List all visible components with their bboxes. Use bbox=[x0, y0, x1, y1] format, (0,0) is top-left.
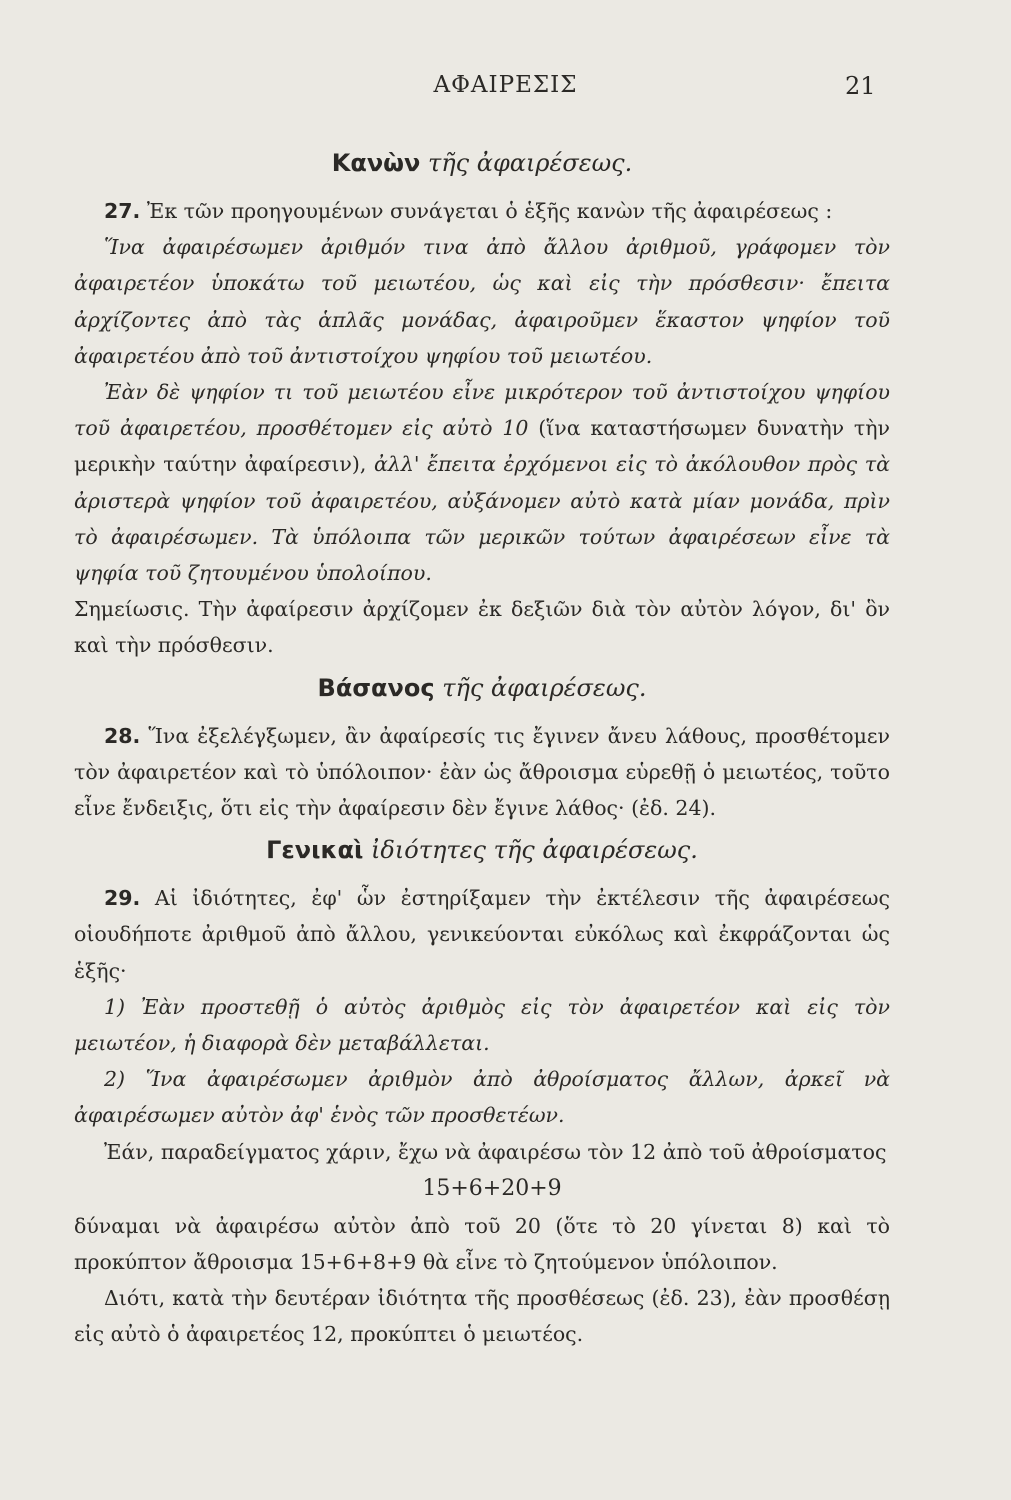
example-continuation: δύναμαι νὰ ἀφαιρέσω αὐτὸν ἀπὸ τοῦ 20 (ὅτε τὸ 20 γίνεται 8) καὶ τὸ προκύπτον ἄθροισμα 15+6+8+9 θὰ εἶνε τὸ ζητούμενον ὑπόλοιπον. bbox=[74, 1213, 890, 1275]
heading-lead: Βάσανος bbox=[317, 673, 435, 702]
example-intro: Ἐάν, παραδείγματος χάριν, ἔχω νὰ ἀφαιρέσω τὸν 12 ἀπὸ τοῦ ἀθροίσματος bbox=[104, 1139, 887, 1164]
heading-rest: τῆς ἀφαιρέσεως. bbox=[420, 149, 633, 177]
paragraph-27 bbox=[74, 193, 890, 229]
paragraph-text: Ἐκ τῶν προηγουμένων συνάγεται ὁ ἑξῆς κανὼν τῆς ἀφαιρέσεως : bbox=[140, 199, 833, 223]
paragraph-number: 28. bbox=[104, 723, 141, 748]
section-heading-rule bbox=[74, 145, 890, 181]
rule-part-c: ἀλλ' ἔπειτα ἐρχόμενοι εἰς τὸ ἀκόλουθον πρὸς τὰ ἀριστερὰ ψηφίον τοῦ ἀφαιρετέου, αὐξάνομεν αὐτὸ κατὰ μίαν μονάδα, πρὶν τὸ ἀφαιρέσωμεν. Τὰ ὑπόλοιπα τῶν μερικῶν τούτων ἀφαιρέσεων εἶνε τὰ ψηφία τοῦ ζητουμένου ὑπολοίπου. bbox=[74, 452, 890, 586]
page-body bbox=[74, 145, 890, 1353]
note: Σημείωσις. Τὴν ἀφαίρεσιν ἀρχίζομεν ἐκ δεξιῶν διὰ τὸν αὐτὸν λόγον, δι' ὃν καὶ τὴν πρόσθεσιν. bbox=[74, 597, 890, 658]
paragraph-29 bbox=[74, 880, 890, 989]
rule-part-b: (ἵνα καταστήσωμεν δυνατὴν τὴν μερικὴν ταύτην ἀφαίρεσιν), bbox=[74, 416, 890, 477]
paragraph-number: 29. bbox=[104, 886, 141, 911]
paragraph-text: Ἵνα ἐξελέγξωμεν, ἂν ἀφαίρεσίς τις ἔγινεν ἄνευ λάθους, προσθέτομεν τὸν ἀφαιρετέον καὶ τὸ ὑπόλοιπον· ἐὰν ὡς ἄθροισμα εὑρεθῇ ὁ μειωτέος, τοῦτο εἶνε ἔνδειξις, ὅτι εἰς τὴν ἀφαίρεσιν δὲν ἔγινε λάθος· (ἐδ. 24). bbox=[74, 723, 890, 821]
rule-text: Ἵνα ἀφαιρέσωμεν ἀριθμόν τινα ἀπὸ ἄλλου ἀριθμοῦ, γράφομεν τὸν ἀφαιρετέον ὑποκάτω τοῦ μειωτέου, ὡς καὶ εἰς τὴν πρόσθεσιν· ἔπειτα ἀρχίζοντες ἀπὸ τὰς ἁπλᾶς μονάδας, ἀφαιροῦμεν ἕκαστον ψηφίον τοῦ ἀφαιρετέου ἀπὸ τοῦ ἀντιστοίχου ψηφίου τοῦ μειωτέου. bbox=[74, 235, 890, 368]
heading-rest: τῆς ἀφαιρέσεως. bbox=[434, 673, 647, 702]
heading-rest: ἰδιότητες τῆς ἀφαιρέσεως. bbox=[363, 836, 698, 865]
section-heading-properties bbox=[74, 832, 890, 868]
paragraph-28 bbox=[74, 718, 890, 827]
rule-text-continued bbox=[74, 374, 890, 591]
section-heading-proof bbox=[74, 670, 890, 706]
example-reason: Διότι, κατὰ τὴν δευτέραν ἰδιότητα τῆς προσθέσεως (ἐδ. 23), ἐὰν προσθέσῃ εἰς αὐτὸ ὁ ἀφαιρετέος 12, προκύπτει ὁ μειωτέος. bbox=[74, 1286, 890, 1347]
paragraph-text: Αἱ ἰδιότητες, ἐφ' ὧν ἐστηρίξαμεν τὴν ἐκτέλεσιν τῆς ἀφαιρέσεως οἱουδήποτε ἀριθμοῦ ἀπὸ ἄλλου, γενικεύονται εὐκόλως καὶ ἐκφράζονται ὡς ἑξῆς· bbox=[74, 886, 890, 983]
property-2: 2) Ἵνα ἀφαιρέσωμεν ἀριθμὸν ἀπὸ ἀθροίσματος ἄλλων, ἀρκεῖ νὰ ἀφαιρέσωμεν αὐτὸν ἀφ' ἑνὸς τῶν προσθετέων. bbox=[74, 1067, 890, 1128]
rule-part-a: Ἐὰν δὲ ψηφίον τι τοῦ μειωτέου εἶνε μικρότερον τοῦ ἀντιστοίχου ψηφίου τοῦ ἀφαιρετέου, προσθέτομεν εἰς αὐτὸ 10 bbox=[74, 380, 890, 441]
formula: 15+6+20+9 bbox=[422, 1175, 562, 1201]
property-1: 1) Ἐὰν προστεθῇ ὁ αὐτὸς ἀριθμὸς εἰς τὸν ἀφαιρετέον καὶ εἰς τὸν μειωτέον, ἡ διαφορὰ δὲν μεταβάλλεται. bbox=[74, 994, 890, 1056]
heading-lead: Κανὼν bbox=[331, 149, 421, 177]
page-number: 21 bbox=[845, 72, 876, 100]
heading-lead: Γενικαὶ bbox=[266, 836, 364, 865]
running-title: ΑΦΑΙΡΕΣΙΣ bbox=[433, 72, 578, 98]
paragraph-number: 27. bbox=[104, 199, 141, 223]
